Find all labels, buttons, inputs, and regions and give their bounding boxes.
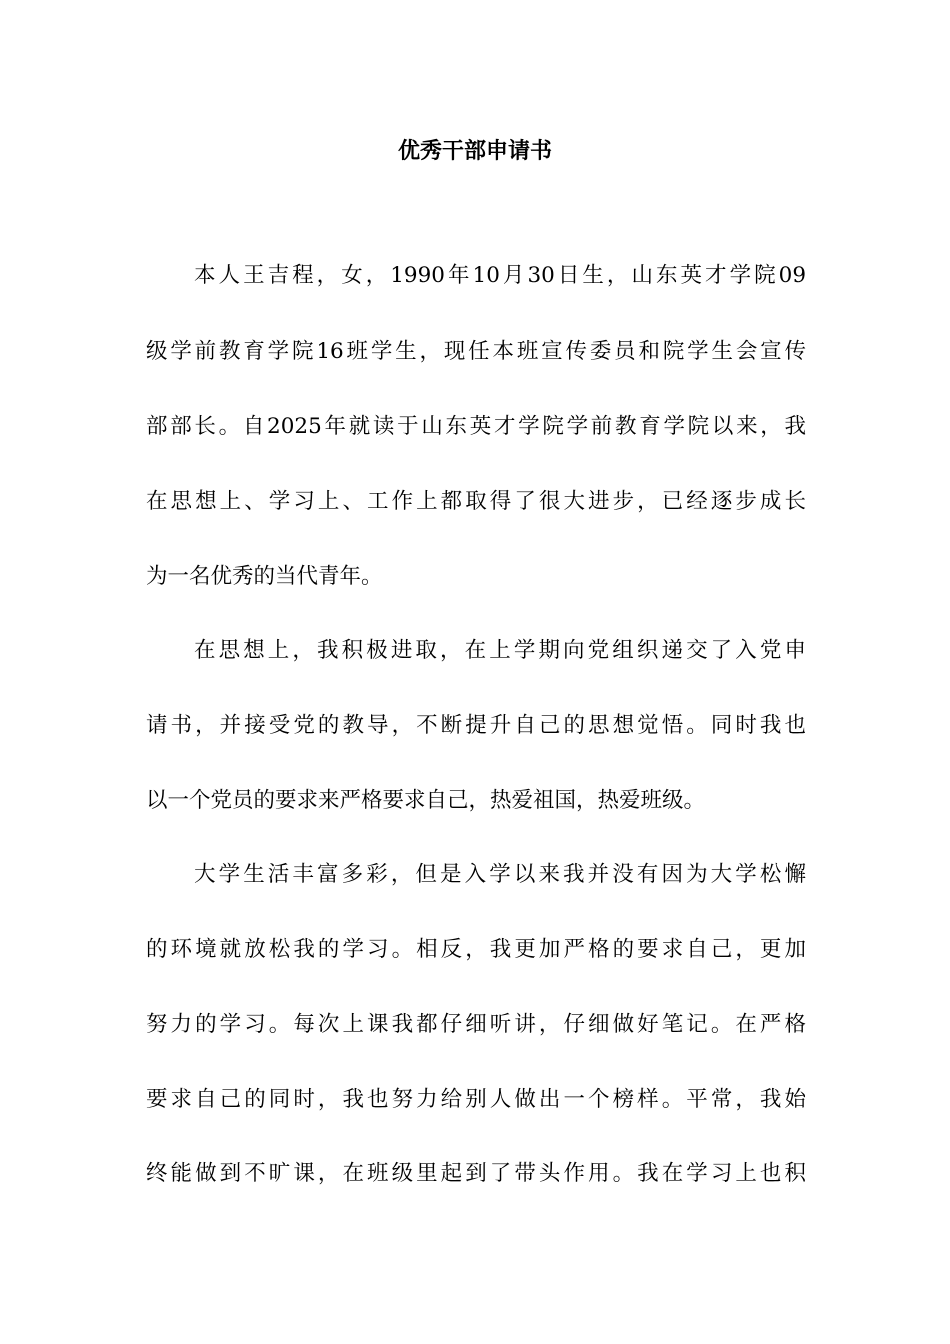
paragraph-line: 以一个党员的要求来严格要求自己，热爱祖国，热爱班级。 xyxy=(146,788,706,813)
paragraph-line: 本人王吉程，女，1990年10月30日生，山东英才学院09 xyxy=(194,263,806,288)
paragraph-line: 要求自己的同时，我也努力给别人做出一个榜样。平常，我始 xyxy=(146,1087,806,1112)
paragraph-line: 终能做到不旷课，在班级里起到了带头作用。我在学习上也积 xyxy=(146,1161,806,1186)
document-title: 优秀干部申请书 xyxy=(397,138,552,164)
paragraph-line: 级学前教育学院16班学生，现任本班宣传委员和院学生会宣传 xyxy=(146,339,806,364)
paragraph-line: 努力的学习。每次上课我都仔细听讲，仔细做好笔记。在严格 xyxy=(146,1012,806,1037)
paragraph-line: 部部长。自2025年就读于山东英才学院学前教育学院以来，我 xyxy=(146,414,806,439)
paragraph-line: 大学生活丰富多彩，但是入学以来我并没有因为大学松懈 xyxy=(194,862,806,887)
paragraph-line: 的环境就放松我的学习。相反，我更加严格的要求自己，更加 xyxy=(146,937,806,962)
paragraph-line: 为一名优秀的当代青年。 xyxy=(146,564,383,589)
paragraph-line: 在思想上、学习上、工作上都取得了很大进步，已经逐步成长 xyxy=(146,489,806,514)
paragraph-line: 请书，并接受党的教导，不断提升自己的思想觉悟。同时我也 xyxy=(146,713,806,738)
paragraph-line: 在思想上，我积极进取，在上学期向党组织递交了入党申 xyxy=(194,638,806,663)
